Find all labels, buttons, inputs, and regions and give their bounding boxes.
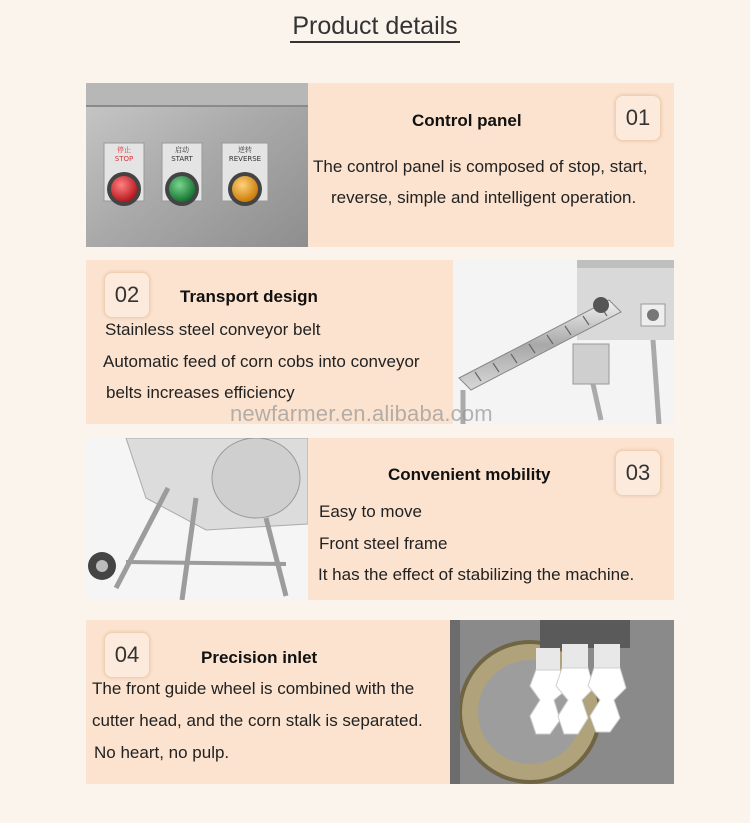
reverse-label-en: REVERSE	[228, 155, 262, 163]
section-text-line: The front guide wheel is combined with the	[92, 679, 415, 698]
control-panel-image	[86, 83, 308, 247]
section-transport-design	[86, 260, 674, 424]
section-number-badge: 04	[104, 632, 150, 678]
frame-image	[86, 438, 308, 600]
section-text-line: belts increases efficiency	[106, 383, 295, 402]
section-text-line: It has the effect of stabilizing the machine.	[318, 565, 635, 584]
section-text-line: Stainless steel conveyor belt	[105, 320, 321, 339]
page-title	[0, 12, 750, 41]
frame-photo	[86, 438, 308, 600]
reverse-button-lamp	[232, 176, 258, 202]
section-heading: Precision inlet	[201, 648, 318, 667]
section-text-line: cutter head, and the corn stalk is separated.	[92, 711, 423, 730]
stop-label-cn: 停止	[117, 146, 131, 154]
section-number-badge: 02	[104, 272, 150, 318]
watermark: newfarmer.en.alibaba.com	[230, 401, 493, 426]
section-text-line: Front steel frame	[319, 534, 448, 553]
section-number-badge: 03	[615, 450, 661, 496]
section-control-panel	[86, 83, 674, 247]
inlet-image	[450, 620, 674, 784]
stop-button-lamp	[111, 176, 137, 202]
section-text-line: No heart, no pulp.	[94, 743, 230, 762]
section-convenient-mobility	[86, 438, 674, 600]
start-button-lamp	[169, 176, 195, 202]
section-text-line: Automatic feed of corn cobs into conveyor	[103, 352, 420, 371]
section-precision-inlet	[86, 620, 674, 784]
control-panel-photo	[86, 83, 308, 247]
start-label-cn: 启动	[175, 146, 189, 154]
section-heading: Transport design	[180, 287, 318, 306]
stop-label-en: STOP	[114, 155, 134, 163]
conveyor-image	[453, 260, 674, 424]
page-title-text: Product details	[290, 12, 459, 43]
inlet-photo	[450, 620, 674, 784]
conveyor-photo	[453, 260, 674, 424]
section-text-line: Easy to move	[319, 502, 422, 521]
start-label-en: START	[171, 155, 193, 163]
section-heading: Convenient mobility	[388, 465, 551, 484]
reverse-label-cn: 逆转	[238, 146, 252, 154]
section-heading: Control panel	[412, 111, 522, 130]
section-text-line: reverse, simple and intelligent operation.	[331, 188, 637, 207]
section-text-line: The control panel is composed of stop, start,	[313, 157, 648, 176]
section-number-badge: 01	[615, 95, 661, 141]
